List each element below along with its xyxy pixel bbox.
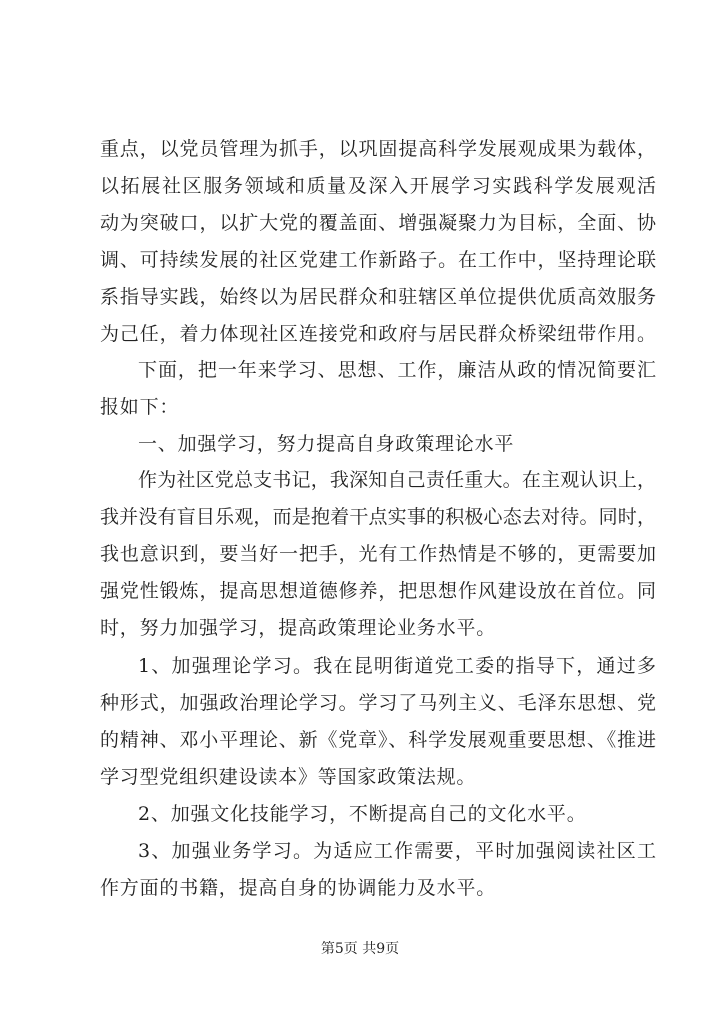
text-line: 的精神、邓小平理论、新《党章》、科学发展观重要思想、《推进 bbox=[100, 729, 656, 751]
text-line: 以拓展社区服务领域和质量及深入开展学习实践科学发展观活 bbox=[100, 175, 656, 197]
text-line: 我也意识到，要当好一把手，光有工作热情是不够的，更需要加 bbox=[100, 543, 656, 565]
text-line: 种形式，加强政治理论学习。学习了马列主义、毛泽东思想、党 bbox=[100, 692, 656, 714]
text-line: 我并没有盲目乐观，而是抱着干点实事的积极心态去对待。同时， bbox=[100, 506, 656, 528]
text-line: 下面，把一年来学习、思想、工作，廉洁从政的情况简要汇 bbox=[138, 359, 656, 381]
text-line: 2、加强文化技能学习，不断提高自己的文化水平。 bbox=[138, 803, 587, 825]
text-line: 3、加强业务学习。为适应工作需要，平时加强阅读社区工 bbox=[138, 840, 656, 862]
text-line: 时，努力加强学习，提高政策理论业务水平。 bbox=[100, 617, 497, 639]
text-line: 作为社区党总支书记，我深知自己责任重大。在主观认识上， bbox=[138, 469, 656, 491]
text-line: 学习型党组织建设读本》等国家政策法规。 bbox=[100, 766, 477, 788]
text-line: 调、可持续发展的社区党建工作新路子。在工作中，坚持理论联 bbox=[100, 249, 656, 271]
text-line: 1、加强理论学习。我在昆明街道党工委的指导下，通过多 bbox=[138, 655, 656, 677]
text-line: 重点，以党员管理为抓手，以巩固提高科学发展观成果为载体， bbox=[100, 138, 656, 160]
text-line: 报如下： bbox=[100, 396, 180, 418]
section-heading: 一、加强学习，努力提高自身政策理论水平 bbox=[138, 433, 515, 455]
text-line: 动为突破口，以扩大党的覆盖面、增强凝聚力为目标，全面、协 bbox=[100, 212, 656, 234]
text-line: 作方面的书籍，提高自身的协调能力及水平。 bbox=[100, 877, 497, 899]
text-line: 系指导实践，始终以为居民群众和驻辖区单位提供优质高效服务 bbox=[100, 286, 656, 308]
text-line: 强党性锻炼，提高思想道德修养，把思想作风建设放在首位。同 bbox=[100, 580, 656, 602]
page-number-footer: 第5页 共9页 bbox=[320, 941, 400, 957]
text-line: 为己任，着力体现社区连接党和政府与居民群众桥梁纽带作用。 bbox=[100, 323, 656, 345]
